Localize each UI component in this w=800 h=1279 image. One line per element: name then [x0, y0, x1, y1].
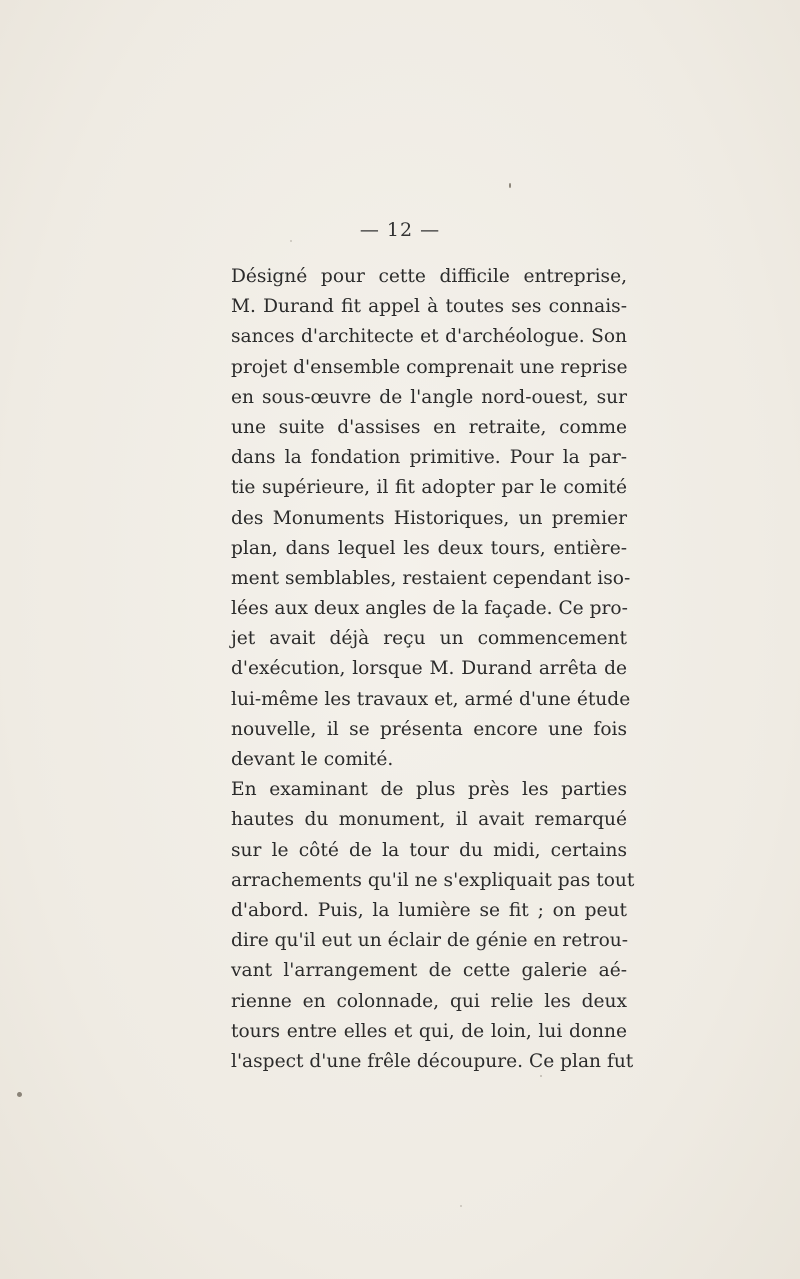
- text-line: d'abord. Puis, la lumière se fit ; on peut: [231, 899, 627, 921]
- text-line: sances d'architecte et d'archéologue. Son: [231, 326, 627, 348]
- text-line: l'aspect d'une frêle découpure. Ce plan fut: [231, 1050, 634, 1072]
- page-number: — 12 —: [359, 219, 441, 241]
- text-line: rienne en colonnade, qui relie les deux: [231, 990, 627, 1012]
- text-line: d'exécution, lorsque M. Durand arrêta de: [231, 658, 627, 680]
- text-line: tours entre elles et qui, de loin, lui donne: [231, 1020, 627, 1042]
- text-line: hautes du monument, il avait remarqué: [231, 809, 627, 831]
- paragraph-2: [231, 775, 635, 1077]
- text-line: En examinant de plus près les parties: [231, 779, 627, 801]
- text-line: jet avait déjà reçu un commencement: [231, 628, 627, 650]
- text-line: tie supérieure, il fit adopter par le comité: [231, 477, 627, 499]
- text-line: des Monuments Historiques, un premier: [231, 507, 627, 529]
- text-line: sur le côté de la tour du midi, certains: [231, 839, 627, 861]
- text-line: nouvelle, il se présenta encore une fois: [231, 718, 627, 740]
- paragraph-1: [231, 262, 631, 775]
- text-line: lées aux deux angles de la façade. Ce pro-: [231, 598, 628, 620]
- body-text: [231, 262, 635, 1077]
- paper-speck: [460, 1205, 462, 1207]
- paper-speck: [509, 183, 511, 188]
- text-line: Désigné pour cette difficile entreprise,: [231, 266, 627, 287]
- text-line: plan, dans lequel les deux tours, entière-: [231, 537, 627, 559]
- text-line: lui-même les travaux et, armé d'une étude: [231, 688, 631, 710]
- text-line: M. Durand fit appel à toutes ses connais-: [231, 296, 627, 318]
- paper-speck: [17, 1092, 22, 1097]
- text-line: vant l'arrangement de cette galerie aé-: [231, 960, 627, 982]
- text-line: devant le comité.: [231, 749, 394, 770]
- text-line: dire qu'il eut un éclair de génie en retrou-: [231, 930, 629, 952]
- text-line: arrachements qu'il ne s'expliquait pas tout: [231, 869, 635, 891]
- text-line: projet d'ensemble comprenait une reprise: [231, 356, 628, 378]
- text-line: en sous-œuvre de l'angle nord-ouest, sur: [231, 386, 627, 408]
- text-line: une suite d'assises en retraite, comme: [231, 416, 627, 438]
- text-line: dans la fondation primitive. Pour la par-: [231, 447, 627, 469]
- text-line: ment semblables, restaient cependant iso-: [231, 567, 631, 589]
